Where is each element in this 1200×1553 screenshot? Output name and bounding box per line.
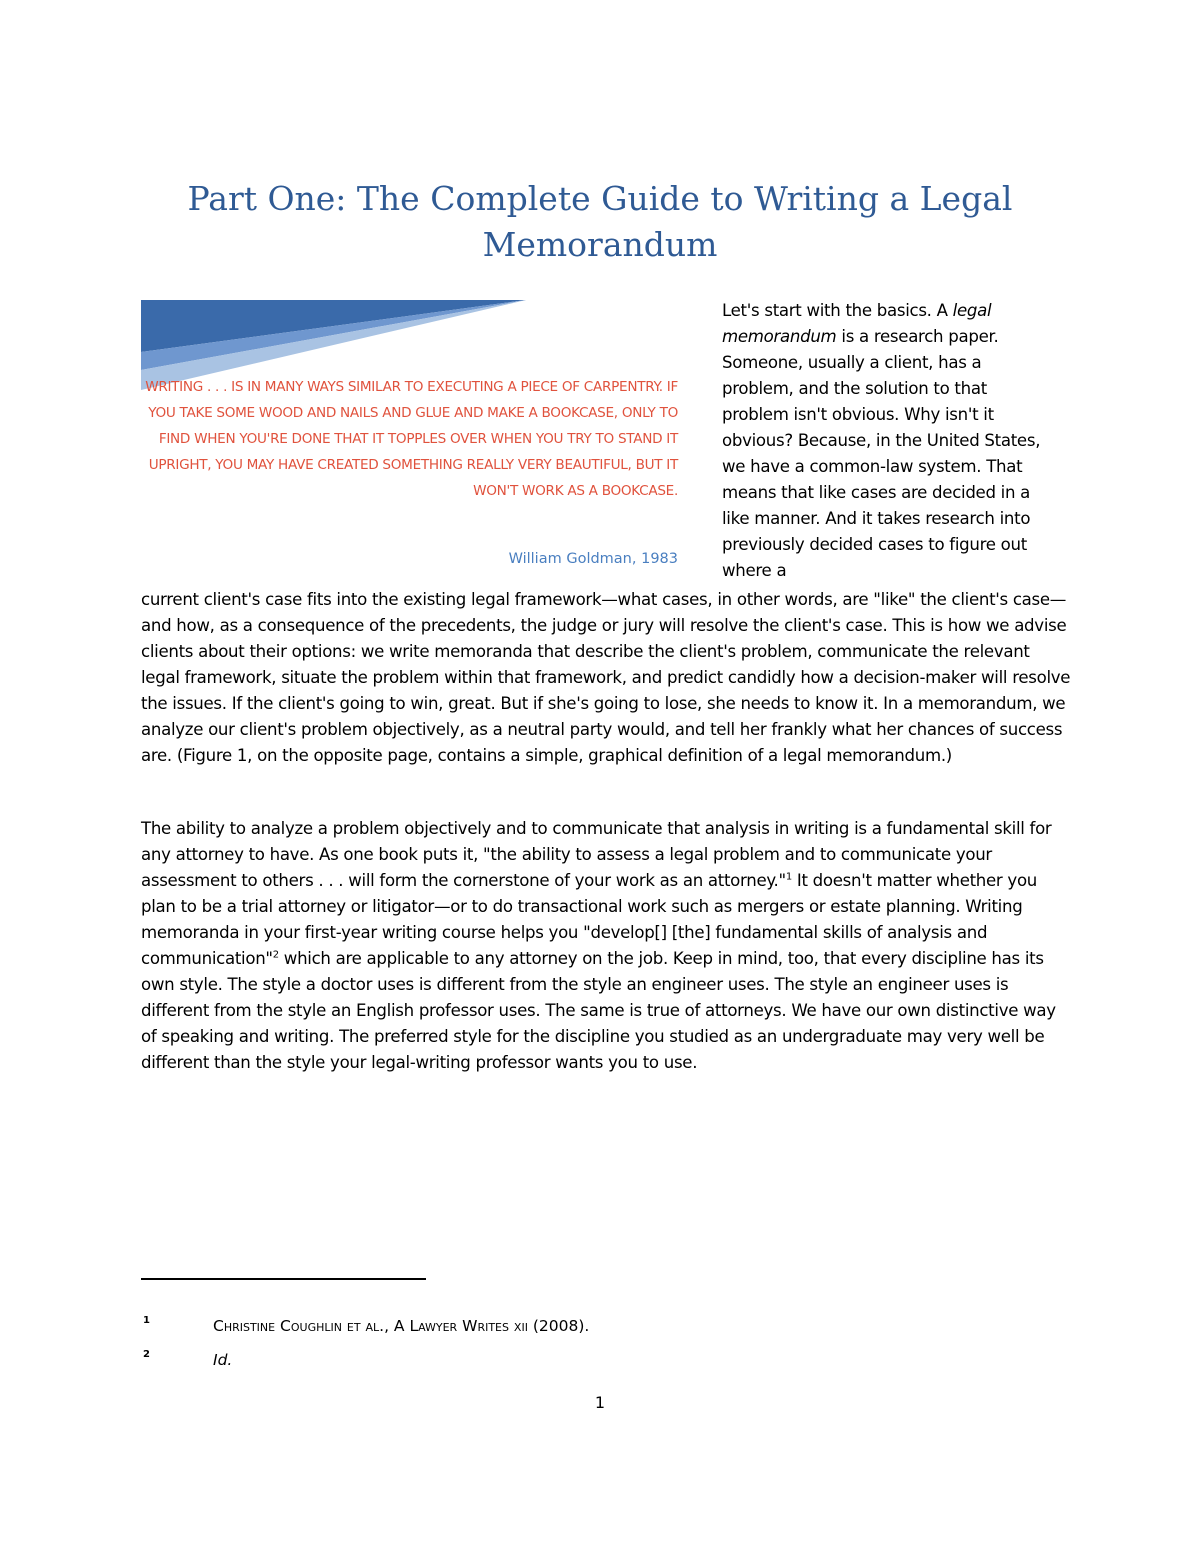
pull-quote <box>141 300 686 582</box>
footnote-2-number: 2 <box>143 1349 150 1360</box>
footnote-ref-2[interactable]: 2 <box>272 949 279 961</box>
footnote-1-content: Christine Coughlin et al., A Lawyer Writes xii (2008). <box>213 1317 590 1335</box>
pull-quote-attribution: William Goldman, 1983 <box>508 551 678 567</box>
paragraph-2-text-a: The ability to analyze a problem objectively and to communicate that analysis in writing is a fundamental skill for any attorney to have. As one book puts it, "the ability to assess a legal problem and to communicate your assessment to others . . . will form the cornerstone of your work as an attorney." <box>141 819 1052 890</box>
page-title: Part One: The Complete Guide to Writing a Legal Memorandum <box>187 179 1013 264</box>
intro-column <box>722 298 1055 584</box>
pull-quote-text: WRITING . . . IS IN MANY WAYS SIMILAR TO EXECUTING A PIECE OF CARPENTRY. IF YOU TAKE SOME WOOD AND NAILS AND GLUE AND MAKE A BOOKCASE, ONLY TO FIND WHEN YOU'RE DONE THAT IT TOPPLES OVER WHEN YOU TRY TO STAND IT UPRIGHT, YOU MAY HAVE CREATED SOMETHING REALLY VERY BEAUTIFUL, BUT IT WON'T WORK AS A BOOKCASE. <box>145 379 678 499</box>
intro-text-end: is a research paper. Someone, usually a client, has a problem, and the solution to that problem isn't obvious. Why isn't it obvious? Because, in the United States, we have a common-law system. That means that like cases are decided in a like manner. And it takes research into previously decided cases to figure out where a <box>722 327 1041 580</box>
footnote-1-text <box>213 1316 589 1336</box>
intro-text-start: Let's start with the basics. A <box>722 301 953 320</box>
paragraph-2-text-b: It doesn't matter whether you plan to be a trial attorney or litigator—or to do transactional work such as mergers or estate planning. Writing memoranda in your first-year writing course helps you "develop[] [the] fundamental skills of analysis and communication" <box>141 871 1038 968</box>
footnote-2-text <box>213 1350 232 1370</box>
intro-emphasis: legal memorandum <box>722 301 992 346</box>
footnote-1-number: 1 <box>143 1315 150 1326</box>
page-number: 1 <box>594 1393 606 1412</box>
paragraph-2-text-c: which are applicable to any attorney on the job. Keep in mind, too, that every discipline has its own style. The style a doctor uses is different from the style an engineer uses. The style an engineer uses is different from the style an English professor uses. The same is true of attorneys. We have our own distinctive way of speaking and writing. The preferred style for the discipline you studied as an undergraduate may very well be different than the style your legal-writing professor wants you to use. <box>141 949 1056 1072</box>
footnote-ref-1[interactable]: 1 <box>785 871 792 883</box>
body-paragraph-1: current client's case fits into the existing legal framework—what cases, in other words, are "like" the client's case—and how, as a consequence of the precedents, the judge or jury will resolve the client's case. This is how we advise clients about their options: we write memoranda that describe the client's problem, communicate the relevant legal framework, situate the problem within that framework, and predict candidly how a decision-maker will resolve the issues. If the client's going to win, great. But if she's going to lose, she needs to know it. In a memorandum, we analyze our client's problem objectively, as a neutral party would, and tell her frankly what her chances of success are. (Figure 1, on the opposite page, contains a simple, graphical definition of a legal memorandum.) <box>141 590 1071 765</box>
footnote-divider <box>141 1278 426 1280</box>
footnote-2-content: Id. <box>213 1351 233 1369</box>
body-paragraph-2 <box>141 816 1071 1076</box>
